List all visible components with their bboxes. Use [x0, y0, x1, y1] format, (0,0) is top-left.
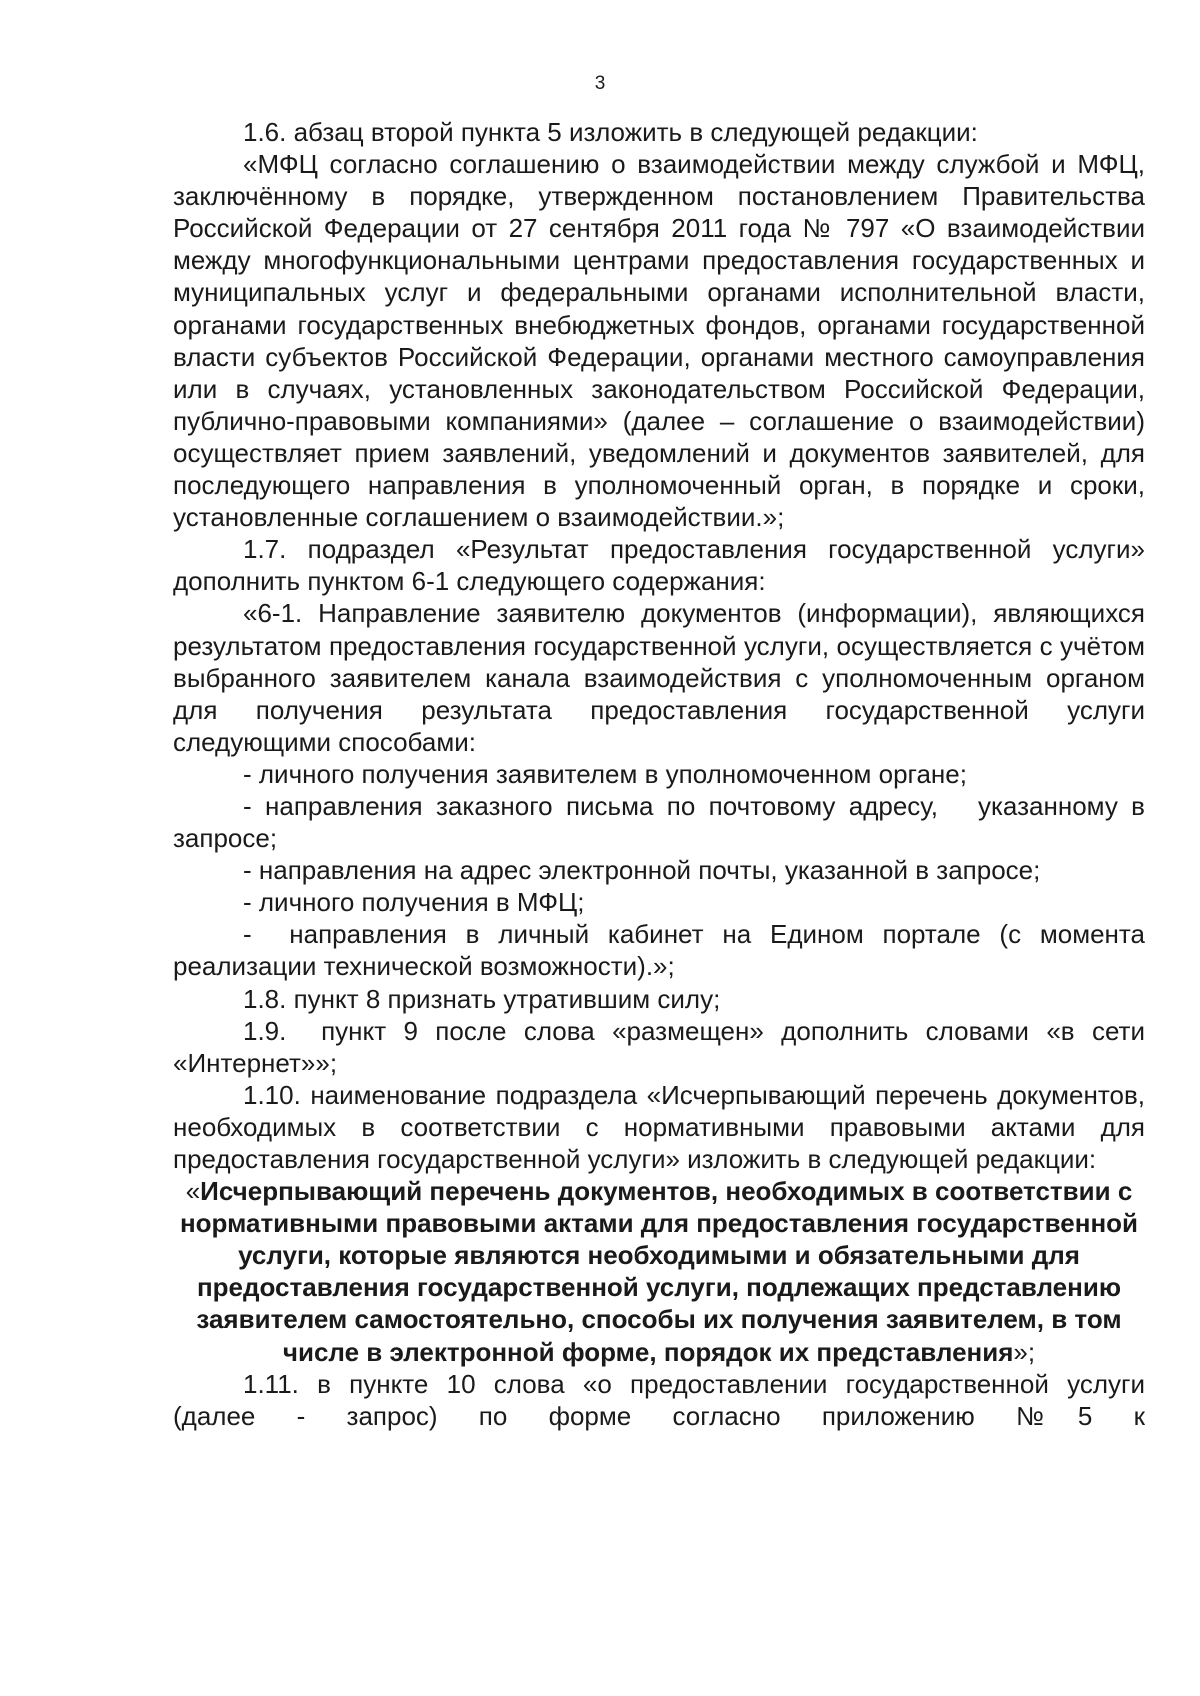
paragraph-6-1: «6-1. Направление заявителю документов (информации), являющихся результатом предоставления государственной услуги, осуществляется с учётом выбранного заявителем канала взаимодействия с уполномоченным органом для получения результата предоставления государственной услуги следующими способами: — [173, 598, 1153, 757]
list-item-mfc: - личного получения в МФЦ; — [243, 887, 585, 918]
heading-open-quote: « — [185, 1176, 201, 1207]
paragraph-1-8: 1.8. пункт 8 признать утратившим силу; — [243, 983, 721, 1014]
list-item-personal-cabinet: - направления в личный кабинет на Едином портале (с момента реализации технической возможности).»; — [173, 919, 1153, 982]
heading-close-quote: »; — [1013, 1336, 1036, 1367]
paragraph-mfc-agreement: «МФЦ согласно соглашению о взаимодействии между службой и МФЦ, заключённому в порядке, утвержденном постановлением Правительства Российской Федерации от 27 сентября 2011 года № 797 «О взаимодействии между многофункциональными центрами предоставления государственных и муниципальных услуг и федеральными органами исполнительной власти, органами государственных внебюджетных фондов, органами государственной власти субъектов Российской Федерации, органами местного самоуправления или в случаях, установленных законодательством Российской Федерации, публично-правовыми компаниями» (далее – соглашение о взаимодействии) осуществляет прием заявлений, уведомлений и документов заявителей, для последующего направления в уполномоченный орган, в порядке и сроки, установленные соглашением о взаимодействии.»; — [173, 149, 1153, 533]
list-item-email: - направления на адрес электронной почты, указанной в запросе; — [243, 855, 1041, 886]
list-item-personal-receipt: - личного получения заявителем в уполномоченном органе; — [243, 758, 967, 789]
paragraph-1-7: 1.7. подраздел «Результат предоставления государственной услуги» дополнить пунктом 6-1 следующего содержания: — [173, 534, 1153, 597]
bold-heading — [173, 1175, 1145, 1368]
page-number: 3 — [594, 73, 606, 94]
paragraph-1-11: 1.11. в пункте 10 слова «о предоставлении государственной услуги (далее - запрос) по форме согласно приложению № 5 к — [173, 1368, 1153, 1431]
paragraph-1-6: 1.6. абзац второй пункта 5 изложить в следующей редакции: — [243, 117, 978, 147]
document-body — [173, 116, 1160, 1432]
list-item-registered-letter: - направления заказного письма по почтовому адресу, указанному в запросе; — [173, 790, 1153, 854]
heading-text: Исчерпывающий перечень документов, необходимых в соответствии с нормативными правовыми актами для предоставления государственной услуги, которые являются необходимыми и обязательными для предоставления государственной услуги, подлежащих представлению заявителем самостоятельно, способы их получения заявителем, в том числе в электронной форме, порядок их представления — [179, 1176, 1146, 1367]
paragraph-1-9: 1.9. пункт 9 после слова «размещен» дополнить словами «в сети «Интернет»»; — [173, 1015, 1153, 1078]
paragraph-1-10: 1.10. наименование подраздела «Исчерпывающий перечень документов, необходимых в соответствии с нормативными правовыми актами для предоставления государственной услуги» изложить в следующей редакции: — [173, 1079, 1160, 1174]
